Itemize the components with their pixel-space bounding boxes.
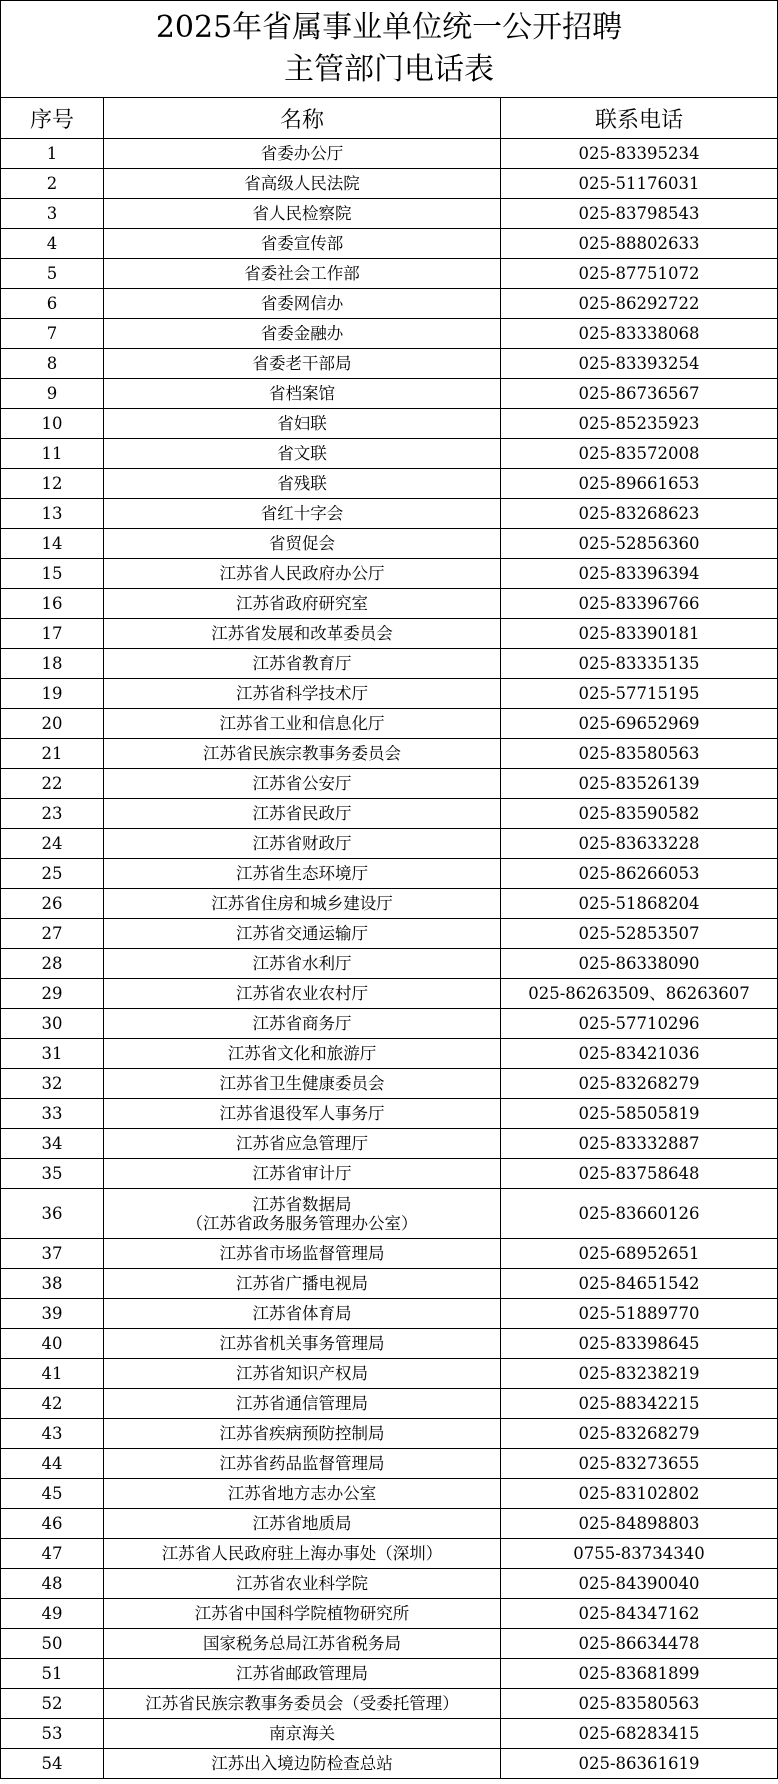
table-row <box>1 619 778 649</box>
row-name: 国家税务总局江苏省税务局 <box>104 1629 501 1659</box>
row-phone: 025-84898803 <box>501 1509 778 1539</box>
row-name: 江苏省疾病预防控制局 <box>104 1419 501 1449</box>
row-phone: 025-83398645 <box>501 1329 778 1359</box>
row-index: 44 <box>1 1449 104 1479</box>
row-index: 37 <box>1 1239 104 1269</box>
row-name: 江苏出入境边防检查总站 <box>104 1749 501 1779</box>
header-index: 序号 <box>1 98 104 139</box>
row-name: 省委办公厅 <box>104 139 501 169</box>
row-index: 36 <box>1 1189 104 1239</box>
row-name: 南京海关 <box>104 1719 501 1749</box>
table-row <box>1 1539 778 1569</box>
row-phone: 025-83335135 <box>501 649 778 679</box>
row-index: 40 <box>1 1329 104 1359</box>
row-phone: 025-86292722 <box>501 289 778 319</box>
table-title <box>1 1 778 98</box>
row-index: 17 <box>1 619 104 649</box>
table-row <box>1 1689 778 1719</box>
table-row <box>1 1329 778 1359</box>
row-phone: 025-83238219 <box>501 1359 778 1389</box>
table-row <box>1 1599 778 1629</box>
table-row <box>1 979 778 1009</box>
row-index: 39 <box>1 1299 104 1329</box>
table-row <box>1 949 778 979</box>
table-body <box>1 139 778 1779</box>
row-name: 江苏省药品监督管理局 <box>104 1449 501 1479</box>
row-phone: 025-86736567 <box>501 379 778 409</box>
row-name: 江苏省水利厅 <box>104 949 501 979</box>
row-index: 12 <box>1 469 104 499</box>
row-name: 江苏省交通运输厅 <box>104 919 501 949</box>
row-name: 江苏省生态环境厅 <box>104 859 501 889</box>
row-phone: 025-83390181 <box>501 619 778 649</box>
row-index: 16 <box>1 589 104 619</box>
row-name: 江苏省知识产权局 <box>104 1359 501 1389</box>
table-row <box>1 1749 778 1779</box>
row-index: 22 <box>1 769 104 799</box>
row-index: 34 <box>1 1129 104 1159</box>
row-name: 江苏省广播电视局 <box>104 1269 501 1299</box>
row-index: 49 <box>1 1599 104 1629</box>
row-phone: 025-83633228 <box>501 829 778 859</box>
row-name: 江苏省地质局 <box>104 1509 501 1539</box>
table-row <box>1 1099 778 1129</box>
row-phone: 025-68952651 <box>501 1239 778 1269</box>
table-row <box>1 1659 778 1689</box>
table-row <box>1 829 778 859</box>
table-row <box>1 1569 778 1599</box>
header-row <box>1 98 778 139</box>
table-row <box>1 859 778 889</box>
row-phone: 025-83580563 <box>501 1689 778 1719</box>
row-name: 江苏省科学技术厅 <box>104 679 501 709</box>
row-index: 7 <box>1 319 104 349</box>
row-phone: 025-83268279 <box>501 1069 778 1099</box>
table-row <box>1 499 778 529</box>
table-row <box>1 1039 778 1069</box>
row-index: 6 <box>1 289 104 319</box>
row-phone: 025-84347162 <box>501 1599 778 1629</box>
row-phone: 025-52853507 <box>501 919 778 949</box>
table-row <box>1 739 778 769</box>
table-row <box>1 679 778 709</box>
row-index: 2 <box>1 169 104 199</box>
row-name: 江苏省人民政府驻上海办事处（深圳） <box>104 1539 501 1569</box>
row-name: 江苏省商务厅 <box>104 1009 501 1039</box>
row-name-line-1: 江苏省数据局 <box>252 1194 352 1214</box>
table-row <box>1 1009 778 1039</box>
row-phone: 025-58505819 <box>501 1099 778 1129</box>
row-phone: 025-86263509、86263607 <box>501 979 778 1009</box>
header-phone: 联系电话 <box>501 98 778 139</box>
table-row <box>1 1299 778 1329</box>
row-index: 29 <box>1 979 104 1009</box>
row-name: 省委老干部局 <box>104 349 501 379</box>
row-index: 31 <box>1 1039 104 1069</box>
table-row <box>1 1479 778 1509</box>
title-row <box>1 1 778 98</box>
row-name: 省文联 <box>104 439 501 469</box>
row-index: 4 <box>1 229 104 259</box>
row-name: 省委网信办 <box>104 289 501 319</box>
row-name: 江苏省文化和旅游厅 <box>104 1039 501 1069</box>
row-name: 江苏省机关事务管理局 <box>104 1329 501 1359</box>
table-row <box>1 889 778 919</box>
row-name: 省高级人民法院 <box>104 169 501 199</box>
row-index: 33 <box>1 1099 104 1129</box>
row-phone: 025-52856360 <box>501 529 778 559</box>
row-index: 21 <box>1 739 104 769</box>
row-phone: 025-83572008 <box>501 439 778 469</box>
row-name: 省妇联 <box>104 409 501 439</box>
row-index: 42 <box>1 1389 104 1419</box>
row-index: 3 <box>1 199 104 229</box>
table-row <box>1 1069 778 1099</box>
row-index: 27 <box>1 919 104 949</box>
table-row <box>1 139 778 169</box>
row-index: 51 <box>1 1659 104 1689</box>
row-phone: 025-85235923 <box>501 409 778 439</box>
row-phone: 025-83421036 <box>501 1039 778 1069</box>
row-index: 53 <box>1 1719 104 1749</box>
row-index: 13 <box>1 499 104 529</box>
table-row <box>1 349 778 379</box>
table-row <box>1 1719 778 1749</box>
row-index: 28 <box>1 949 104 979</box>
table-row <box>1 379 778 409</box>
table-row <box>1 259 778 289</box>
row-index: 9 <box>1 379 104 409</box>
row-phone: 025-86361619 <box>501 1749 778 1779</box>
row-index: 54 <box>1 1749 104 1779</box>
title-line-1: 2025年省属事业单位统一公开招聘 <box>155 10 623 45</box>
table-row <box>1 1419 778 1449</box>
row-name: 省残联 <box>104 469 501 499</box>
row-phone: 025-84651542 <box>501 1269 778 1299</box>
row-name: 省红十字会 <box>104 499 501 529</box>
row-phone: 025-51868204 <box>501 889 778 919</box>
title-line-2: 主管部门电话表 <box>284 52 494 87</box>
row-name: 江苏省体育局 <box>104 1299 501 1329</box>
row-index: 52 <box>1 1689 104 1719</box>
row-name-line-2: （江苏省政务服务管理办公室） <box>186 1213 418 1233</box>
row-name: 江苏省邮政管理局 <box>104 1659 501 1689</box>
row-index: 19 <box>1 679 104 709</box>
table-row <box>1 409 778 439</box>
row-phone: 025-83268623 <box>501 499 778 529</box>
row-phone: 025-83526139 <box>501 769 778 799</box>
row-name: 江苏省退役军人事务厅 <box>104 1099 501 1129</box>
row-index: 24 <box>1 829 104 859</box>
row-index: 25 <box>1 859 104 889</box>
row-name: 江苏省人民政府办公厅 <box>104 559 501 589</box>
row-phone: 025-89661653 <box>501 469 778 499</box>
row-phone: 025-86338090 <box>501 949 778 979</box>
row-name: 江苏省地方志办公室 <box>104 1479 501 1509</box>
row-name: 江苏省民政厅 <box>104 799 501 829</box>
table-row <box>1 1159 778 1189</box>
row-phone: 025-83338068 <box>501 319 778 349</box>
row-index: 46 <box>1 1509 104 1539</box>
row-phone: 025-88802633 <box>501 229 778 259</box>
table-row <box>1 169 778 199</box>
row-name: 江苏省中国科学院植物研究所 <box>104 1599 501 1629</box>
row-phone: 025-51176031 <box>501 169 778 199</box>
row-index: 20 <box>1 709 104 739</box>
table-row <box>1 529 778 559</box>
row-phone: 025-84390040 <box>501 1569 778 1599</box>
row-name <box>104 1189 501 1239</box>
table-row <box>1 1389 778 1419</box>
row-name: 江苏省卫生健康委员会 <box>104 1069 501 1099</box>
row-index: 10 <box>1 409 104 439</box>
row-name: 江苏省教育厅 <box>104 649 501 679</box>
row-name: 江苏省农业科学院 <box>104 1569 501 1599</box>
row-index: 15 <box>1 559 104 589</box>
row-index: 18 <box>1 649 104 679</box>
table-row <box>1 229 778 259</box>
row-name: 江苏省应急管理厅 <box>104 1129 501 1159</box>
row-phone: 025-88342215 <box>501 1389 778 1419</box>
row-phone: 025-68283415 <box>501 1719 778 1749</box>
row-name: 江苏省工业和信息化厅 <box>104 709 501 739</box>
row-index: 32 <box>1 1069 104 1099</box>
table-row <box>1 799 778 829</box>
row-phone: 025-83332887 <box>501 1129 778 1159</box>
row-phone: 025-83395234 <box>501 139 778 169</box>
row-phone: 025-83681899 <box>501 1659 778 1689</box>
row-index: 30 <box>1 1009 104 1039</box>
row-name: 省委金融办 <box>104 319 501 349</box>
row-phone: 025-57715195 <box>501 679 778 709</box>
row-phone: 025-83396766 <box>501 589 778 619</box>
row-name: 省委宣传部 <box>104 229 501 259</box>
table-row <box>1 559 778 589</box>
row-phone: 025-83393254 <box>501 349 778 379</box>
row-index: 1 <box>1 139 104 169</box>
row-phone: 0755-83734340 <box>501 1539 778 1569</box>
row-name: 省委社会工作部 <box>104 259 501 289</box>
row-phone: 025-83268279 <box>501 1419 778 1449</box>
table-row <box>1 1129 778 1159</box>
table-row <box>1 1359 778 1389</box>
row-name: 江苏省发展和改革委员会 <box>104 619 501 649</box>
table-row <box>1 919 778 949</box>
row-phone: 025-57710296 <box>501 1009 778 1039</box>
row-phone: 025-51889770 <box>501 1299 778 1329</box>
row-index: 48 <box>1 1569 104 1599</box>
table-row <box>1 439 778 469</box>
row-name: 江苏省审计厅 <box>104 1159 501 1189</box>
row-name: 江苏省财政厅 <box>104 829 501 859</box>
row-index: 50 <box>1 1629 104 1659</box>
table-row <box>1 649 778 679</box>
row-index: 43 <box>1 1419 104 1449</box>
row-phone: 025-83396394 <box>501 559 778 589</box>
row-index: 11 <box>1 439 104 469</box>
table-row <box>1 1629 778 1659</box>
row-name: 江苏省通信管理局 <box>104 1389 501 1419</box>
table-row <box>1 469 778 499</box>
table-row <box>1 319 778 349</box>
row-name: 江苏省住房和城乡建设厅 <box>104 889 501 919</box>
table-row <box>1 1509 778 1539</box>
row-phone: 025-83580563 <box>501 739 778 769</box>
row-phone: 025-83590582 <box>501 799 778 829</box>
table-row <box>1 1239 778 1269</box>
table-row <box>1 1269 778 1299</box>
table-row <box>1 1189 778 1239</box>
row-name: 省档案馆 <box>104 379 501 409</box>
row-phone: 025-87751072 <box>501 259 778 289</box>
table-row <box>1 709 778 739</box>
table-row <box>1 1449 778 1479</box>
row-phone: 025-83273655 <box>501 1449 778 1479</box>
row-phone: 025-69652969 <box>501 709 778 739</box>
row-name: 江苏省政府研究室 <box>104 589 501 619</box>
row-phone: 025-86634478 <box>501 1629 778 1659</box>
row-index: 35 <box>1 1159 104 1189</box>
row-name: 江苏省公安厅 <box>104 769 501 799</box>
row-name: 省贸促会 <box>104 529 501 559</box>
row-index: 45 <box>1 1479 104 1509</box>
header-name: 名称 <box>104 98 501 139</box>
row-phone: 025-83758648 <box>501 1159 778 1189</box>
table-row <box>1 589 778 619</box>
row-phone: 025-83798543 <box>501 199 778 229</box>
row-phone: 025-83102802 <box>501 1479 778 1509</box>
row-index: 23 <box>1 799 104 829</box>
table-row <box>1 199 778 229</box>
row-phone: 025-83660126 <box>501 1189 778 1239</box>
row-index: 8 <box>1 349 104 379</box>
row-index: 26 <box>1 889 104 919</box>
row-index: 47 <box>1 1539 104 1569</box>
row-index: 38 <box>1 1269 104 1299</box>
row-name: 江苏省市场监督管理局 <box>104 1239 501 1269</box>
row-index: 5 <box>1 259 104 289</box>
row-phone: 025-86266053 <box>501 859 778 889</box>
row-index: 41 <box>1 1359 104 1389</box>
row-name: 江苏省民族宗教事务委员会（受委托管理） <box>104 1689 501 1719</box>
row-index: 14 <box>1 529 104 559</box>
row-name: 省人民检察院 <box>104 199 501 229</box>
table-row <box>1 289 778 319</box>
row-name: 江苏省民族宗教事务委员会 <box>104 739 501 769</box>
row-name: 江苏省农业农村厅 <box>104 979 501 1009</box>
table-row <box>1 769 778 799</box>
